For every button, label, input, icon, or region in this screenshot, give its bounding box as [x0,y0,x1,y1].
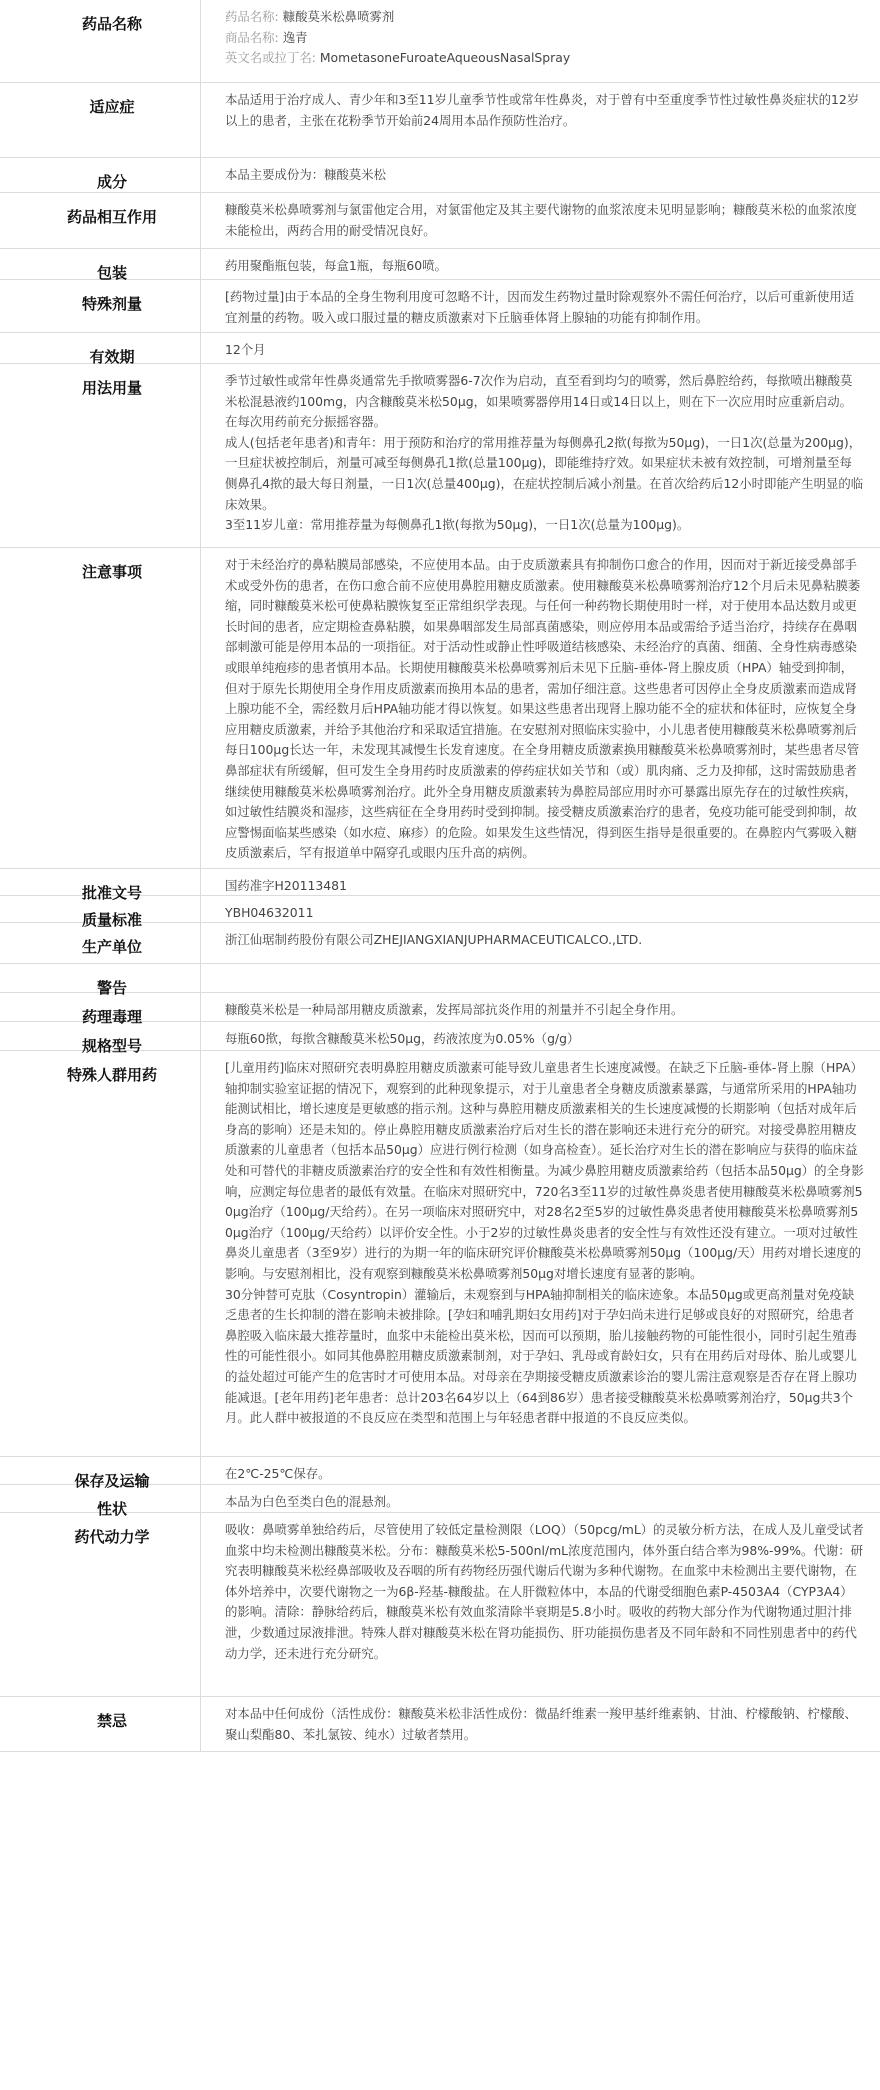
row-label: 包装 [96,264,127,282]
row-label: 药理毒理 [81,1008,142,1026]
row-label-cell [0,0,201,82]
row-value [201,1051,880,1456]
row-value-line: YBH04632011 [225,905,314,920]
row-label-cell [0,923,201,963]
row-label-cell [0,896,201,929]
field-value: 糠酸莫米松鼻喷雾剂 [278,9,395,24]
row-label: 特殊人群用药 [66,1066,157,1084]
row-value-line: 对于未经治疗的鼻粘膜局部感染，不应使用本品。由于皮质激素具有抑制伤口愈合的作用，因而对于新近接受鼻部手术或受外伤的患者，在伤口愈合前不应使用鼻腔用糖皮质激素。使用糠酸莫米松鼻喷雾剂治疗12个月后未见鼻粘膜萎缩，同时糠酸莫米松可使鼻粘膜恢复至正常组织学表现。与任何一种药物长期使用时一样，对于使用本品达数月或更长时间的患者，应定期检查鼻粘膜，如果鼻咽部发生局部真菌感染，则应停用本品或需给予适当治疗，持续存在鼻咽部刺激可能是停用本品的一项指征。对于活动性或静止性呼吸道结核感染、未经治疗的真菌、细菌、全身性病毒感染或眼单纯疱疹的患者慎用本品。长期使用糠酸莫米松鼻喷雾剂后未见下丘脑-垂体-肾上腺皮质（HPA）轴受到抑制，但对于原先长期使用全身作用皮质激素而换用本品的患者，需加仔细注意。这些患者可因停止全身皮质激素而造成肾上腺功能不全，需经数月后HPA轴功能才得以恢复。如果这些患者出现肾上腺功能不全的症状和体征时，应恢复全身应用糖皮质激素，并给予其他治疗和采取适宜措施。在安慰剂对照临床实验中，小儿患者使用糠酸莫米松鼻喷雾剂后每日100μg长达一年，未发现其减慢生长发育速度。在全身用糖皮质激素换用糠酸莫米松鼻喷雾剂时，某些患者尽管鼻部症状有所缓解，但可发生全身用药时皮质激素的停药症状如关节和（或）肌肉痛、乏力及抑郁，这时需鼓励患者继续使用糠酸莫米松鼻喷雾剂治疗。此外全身用糖皮质激素转为鼻腔局部应用时亦可暴露出原先存在的过敏性疾病，如过敏性结膜炎和湿疹，这些病征在全身用药时受到抑制。接受糖皮质激素治疗的患者，免疫功能可能受到抑制，故应警惕面临某些感染（如水痘、麻疹）的危险。如果发生这些情况，得到医生指导是很重要的。在鼻腔内气雾吸入糖皮质激素后，罕有报道单中隔穿孔或眼内压升高的病例。 [225,557,861,861]
row-value-line: 本品为白色至类白色的混悬剂。 [225,1494,399,1509]
row-label: 质量标准 [81,911,142,929]
row-label: 生产单位 [81,938,142,956]
row-label-cell [0,1513,201,1696]
row-value [201,364,880,547]
row-value [201,83,880,157]
table-row [0,548,880,869]
table-row [0,1022,880,1055]
row-label-cell [0,869,201,902]
row-value-line: 浙江仙琚制药股份有限公司ZHEJIANGXIANJUPHARMACEUTICALCO.,LTD. [225,932,643,947]
row-label-cell [0,548,201,868]
row-value [201,0,880,82]
row-label: 药代动力学 [74,1528,150,1546]
table-row [0,1513,880,1697]
row-value [201,1697,880,1751]
row-label: 有效期 [89,348,135,366]
row-value-line: 糠酸莫米松鼻喷雾剂与氯雷他定合用，对氯雷他定及其主要代谢物的血浆浓度未见明显影响；糠酸莫米松的血浆浓度未能检出，两药合用的耐受情况良好。 [225,202,857,238]
row-label-cell [0,83,201,157]
row-value-line: 12个月 [225,342,266,357]
row-label-cell [0,158,201,192]
row-value-line: [药物过量]由于本品的全身生物利用度可忽略不计，因而发生药物过量时除观察外不需任何治疗，以后可重新使用适宜剂量的药物。吸入或口服过量的糖皮质激素对下丘脑垂体肾上腺轴的功能有抑制作用。 [225,289,855,325]
row-value [201,964,880,992]
row-value [201,1513,880,1696]
row-value-line: 在2℃-25℃保存。 [225,1466,331,1481]
row-value-line [225,28,864,49]
row-label-cell [0,964,201,997]
row-label-cell [0,1697,201,1751]
table-row [0,869,880,902]
row-value-line [225,7,864,28]
row-value-line: 药用聚酯瓶包装，每盒1瓶，每瓶60喷。 [225,258,447,273]
row-label-cell [0,249,201,282]
row-label-cell [0,280,201,332]
row-label: 批准文号 [81,884,142,902]
table-row [0,1457,880,1490]
row-label: 禁忌 [96,1712,127,1730]
row-value [201,1457,880,1484]
row-value-line: 30分钟替可克肽（Cosyntropin）灌输后，未观察到与HPA轴抑制相关的临床迹象。本品50μg或更高剂量对免疫缺乏患者的生长抑制的潜在影响未被排除。[孕妇和哺乳期妇女用药]对于孕妇尚未进行足够或良好的对照研究，给患者鼻腔吸入临床最大推荐量时，血浆中未能检出莫米松，因而可以预期，胎儿接触药物的可能性很小，同时引起生殖毒性的可能性很小。如同其他鼻腔用糖皮质激素制剂，对于孕妇、乳母或育龄妇女，只有在用药后对母体、胎儿或婴儿的益处超过可能产生的危害时才可使用本品。对母亲在孕期接受糖皮质激素诊治的婴儿需注意观察是否存在肾上腺功能减退。[老年用药]老年患者：总计203名64岁以上（64到86岁）患者接受糠酸莫米松鼻喷雾剂治疗，50μg共3个月。此人群中被报道的不良反应在类型和范围上与年轻患者群中报道的不良反应类似。 [225,1286,857,1426]
row-label-cell [0,333,201,366]
field-key: 英文名或拉丁名: [225,50,316,66]
table-row [0,1697,880,1752]
row-value-line: 成人(包括老年患者)和青年：用于预防和治疗的常用推荐量为每侧鼻孔2揿(每揿为50μg)，一日1次(总量为200μg)，一旦症状被控制后，剂量可减至每侧鼻孔1揿(总量100μg)，即能维持疗效。如果症状未被有效控制，可增剂量至每侧鼻孔4揿的最大每日剂量，一日1次(总量400μg)，在症状控制后减小剂量。在首次给药后12小时即能产生明显的临床效果。 [225,434,864,512]
table-row [0,0,880,83]
table-row [0,333,880,364]
row-value-line: 本品主要成份为：糠酸莫米松 [225,167,387,182]
row-value-line: 本品适用于治疗成人、青少年和3至11岁儿童季节性或常年性鼻炎，对于曾有中至重度季节性过敏性鼻炎症状的12岁以上的患者，主张在花粉季节开始前24周用本品作预防性治疗。 [225,92,860,128]
row-value-line: 对本品中任何成份（活性成份：糠酸莫米松非活性成份：微晶纤维素一羧甲基纤维素钠、甘油、柠檬酸钠、柠檬酸、聚山梨酯80、苯扎氯铵、纯水）过敏者禁用。 [225,1706,857,1742]
field-key: 商品名称: [225,29,279,45]
row-value-line: [儿童用药]临床对照研究表明鼻腔用糖皮质激素可能导致儿童患者生长速度减慢。在缺乏下丘脑-垂体-肾上腺（HPA）轴抑制实验室证据的情况下，观察到的此种现象提示，对于儿童患者全身糖皮质激素暴露，与通常所采用的HPA轴功能测试相比，增长速度是更敏感的指示剂。这种与鼻腔用糖皮质激素相关的生长速度减慢的长期影响（包括对成年后身高的影响）还是未知的。停止鼻腔用糖皮质激素治疗后对生长的潜在影响还未进行充分的研究。对接受鼻腔用糖皮质激素的儿童患者（包括本品50μg）应进行例行检测（如身高检查）。延长治疗对生长的潜在影响应与获得的临床益处和可替代的非糖皮质激素治疗的安全性和有效性相衡量。为减少鼻腔用糖皮质激素给药（包括本品50μg）的全身影响，应测定每位患者的最低有效量。在临床对照研究中，720名3至11岁的过敏性鼻炎患者使用糠酸莫米松鼻喷雾剂50μg治疗（100μg/天给药）。在另一项临床对照研究中，对28名2至5岁的过敏性鼻炎患者使用糠酸莫米松鼻喷雾剂50μg治疗（100μg/天给药）以评价安全性。小于2岁的过敏性鼻炎患者的安全性与有效性还没有建立。一项对过敏性鼻炎儿童患者（3至9岁）进行的为期一年的临床研究评价糠酸莫米松鼻喷雾剂50μg（100μg/天）用药对增长速度的影响。与安慰剂相比，没有观察到糠酸莫米松鼻喷雾剂50μg对增长速度有显著的影响。 [225,1060,864,1281]
row-value [201,333,880,363]
table-row [0,1051,880,1457]
row-value-line: 国药准字H20113481 [225,878,347,893]
row-label: 性状 [96,1500,127,1518]
table-row [0,83,880,158]
row-label: 注意事项 [81,563,142,581]
row-value [201,993,880,1021]
row-label-cell [0,993,201,1026]
table-row [0,993,880,1026]
row-label: 警告 [96,979,127,997]
field-key: 药品名称: [225,9,279,24]
table-row [0,364,880,548]
table-row [0,896,880,929]
row-value-line: 糠酸莫米松是一种局部用糖皮质激素，发挥局部抗炎作用的剂量并不引起全身作用。 [225,1002,684,1017]
row-value [201,1022,880,1050]
row-label: 药品名称 [81,15,142,33]
row-value [201,280,880,332]
table-row [0,280,880,333]
row-value [201,249,880,279]
table-row [0,1485,880,1518]
row-label-cell [0,193,201,248]
row-label: 药品相互作用 [66,208,157,226]
row-label-cell [0,1485,201,1518]
row-value [201,869,880,895]
row-label: 用法用量 [81,379,142,397]
field-value: MometasoneFuroateAqueousNasalSpray [315,50,571,66]
table-row [0,923,880,964]
row-label: 规格型号 [81,1037,142,1055]
row-label: 成分 [96,173,127,191]
table-row [0,249,880,280]
row-label: 特殊剂量 [81,295,142,313]
row-label-cell [0,1051,201,1456]
row-value [201,923,880,963]
row-value [201,1485,880,1512]
row-label-cell [0,364,201,547]
row-value [201,193,880,248]
field-value: 逸青 [278,29,308,45]
row-value [201,896,880,922]
row-label: 适应症 [89,98,135,116]
row-value-line [225,48,864,69]
table-row [0,193,880,249]
row-value-line: 3至11岁儿童：常用推荐量为每侧鼻孔1揿(每揿为50μg)，一日1次(总量为100μg)。 [225,517,690,533]
row-label-cell [0,1457,201,1490]
row-value-line: 每瓶60揿，每揿含糠酸莫米松50μg，药液浓度为0.05%（g/g） [225,1031,580,1046]
row-value-line: 季节过敏性或常年性鼻炎通常先手揿喷雾器6-7次作为启动，直至看到均匀的喷雾，然后鼻腔给药，每揿喷出糠酸莫米松混悬液约100mg，内含糠酸莫米松50μg，如果喷雾器停用14日或14日以上，则在下一次应用时应重新启动。在每次用药前充分振摇容器。 [225,373,853,430]
row-value [201,548,880,868]
row-value-line: 吸收：鼻喷雾单独给药后，尽管使用了较低定量检测限（LOQ）（50pcg/mL）的灵敏分析方法，在成人及儿童受试者血浆中均未检测出糠酸莫米松。分布：糠酸莫米松5-500nl/mL浓度范围内，体外蛋白结合率为98%-99%。代谢：研究表明糠酸莫米松经鼻部吸收及吞咽的所有药物经历强代谢后代谢为多种代谢物。在血浆中未检测出主要代谢物，在体外培养中，次要代谢物之一为6β-羟基-糠酸盐。在人肝微粒体中，本品的代谢受细胞色素P-4503A4（CYP3A4）的影响。清除：静脉给药后，糠酸莫米松有效血浆清除半衰期是5.8小时。吸收的药物大部分作为代谢物通过胆汁排泄，少数通过尿液排泄。特殊人群对糠酸莫米松在肾功能损伤、肝功能损伤患者及不同年龄和不同性别患者中的药代动力学，还未进行充分研究。 [225,1522,864,1661]
row-label-cell [0,1022,201,1055]
row-value [201,158,880,192]
row-label: 保存及运输 [74,1472,150,1490]
table-row [0,964,880,997]
table-row [0,158,880,193]
